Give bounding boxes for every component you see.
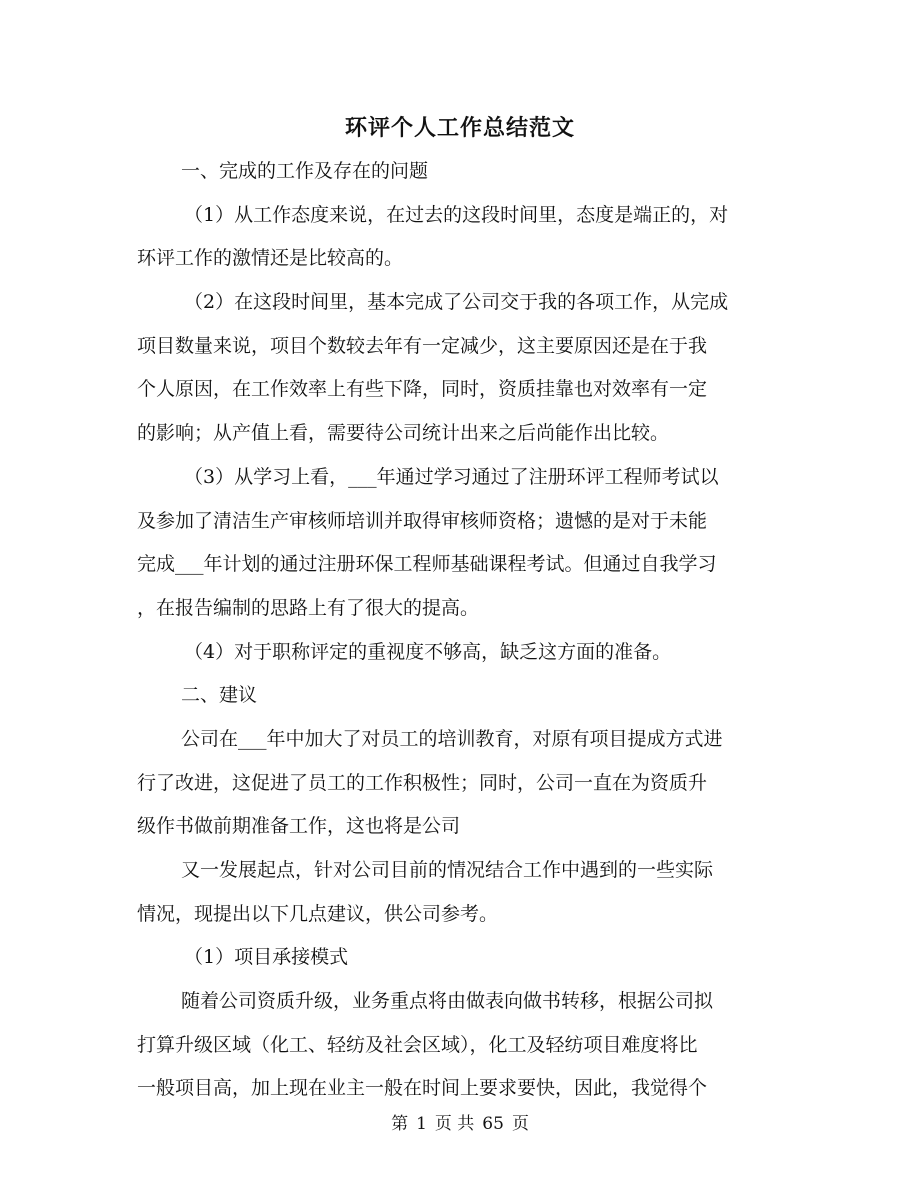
footer-total-pages: 65 — [482, 1114, 504, 1134]
footer-page-number: 1 — [416, 1114, 427, 1134]
document-title: 环评个人工作总结范文 — [344, 115, 575, 141]
paragraph-line: 项目数量来说，项目个数较去年有一定减少，这主要原因还是在于我 — [137, 334, 708, 357]
paragraph-line: 随着公司资质升级，业务重点将由做表向做书转移，根据公司拟 — [181, 990, 714, 1013]
paragraph-line: 行了改进，这促进了员工的工作积极性；同时，公司一直在为资质升 — [137, 771, 708, 794]
paragraph-line: 情况，现提出以下几点建议，供公司参考。 — [137, 902, 499, 925]
page-footer — [0, 1112, 920, 1136]
document-body — [137, 150, 783, 1111]
paragraph-line: 及参加了清洁生产审核师培训并取得审核师资格；遗憾的是对于未能 — [137, 509, 708, 532]
paragraph-line: 打算升级区域（化工、轻纺及社会区域），化工及轻纺项目难度将比 — [137, 1033, 698, 1056]
paragraph-line: 公司在___年中加大了对员工的培训教育，对原有项目提成方式进 — [181, 727, 723, 750]
paragraph-line: （4）对于职称评定的重视度不够高，缺乏这方面的准备。 — [184, 640, 672, 663]
paragraph-line: 完成___年计划的通过注册环保工程师基础课程考试。但通过自我学习 — [137, 553, 717, 576]
paragraph-line: （1）从工作态度来说，在过去的这段时间里，态度是端正的，对 — [184, 203, 729, 226]
paragraph-line: （3）从学习上看，___年通过学习通过了注册环评工程师考试以 — [184, 465, 719, 488]
footer-middle: 页 共 — [434, 1114, 475, 1134]
paragraph-line: 个人原因，在工作效率上有些下降，同时，资质挂靠也对效率有一定 — [137, 378, 708, 401]
subsection-heading: （1）项目承接模式 — [184, 946, 349, 969]
paragraph-line: 的影响；从产值上看，需要待公司统计出来之后尚能作出比较。 — [137, 422, 670, 445]
paragraph-line: ，在报告编制的思路上有了很大的提高。 — [137, 596, 480, 619]
footer-suffix: 页 — [511, 1114, 529, 1134]
paragraph-line: 又一发展起点，针对公司目前的情况结合工作中遇到的一些实际 — [181, 859, 714, 881]
paragraph-line: 级作书做前期准备工作，这也将是公司 — [137, 815, 461, 838]
section-heading-2: 二、建议 — [181, 684, 258, 707]
paragraph-line: 环评工作的激情还是比较高的。 — [137, 247, 404, 270]
paragraph-line: （2）在这段时间里，基本完成了公司交于我的各项工作，从完成 — [184, 291, 729, 314]
paragraph-line: 一般项目高，加上现在业主一般在时间上要求要快，因此，我觉得个 — [137, 1077, 708, 1100]
footer-prefix: 第 — [391, 1114, 409, 1134]
section-heading-1: 一、完成的工作及存在的问题 — [181, 160, 429, 182]
